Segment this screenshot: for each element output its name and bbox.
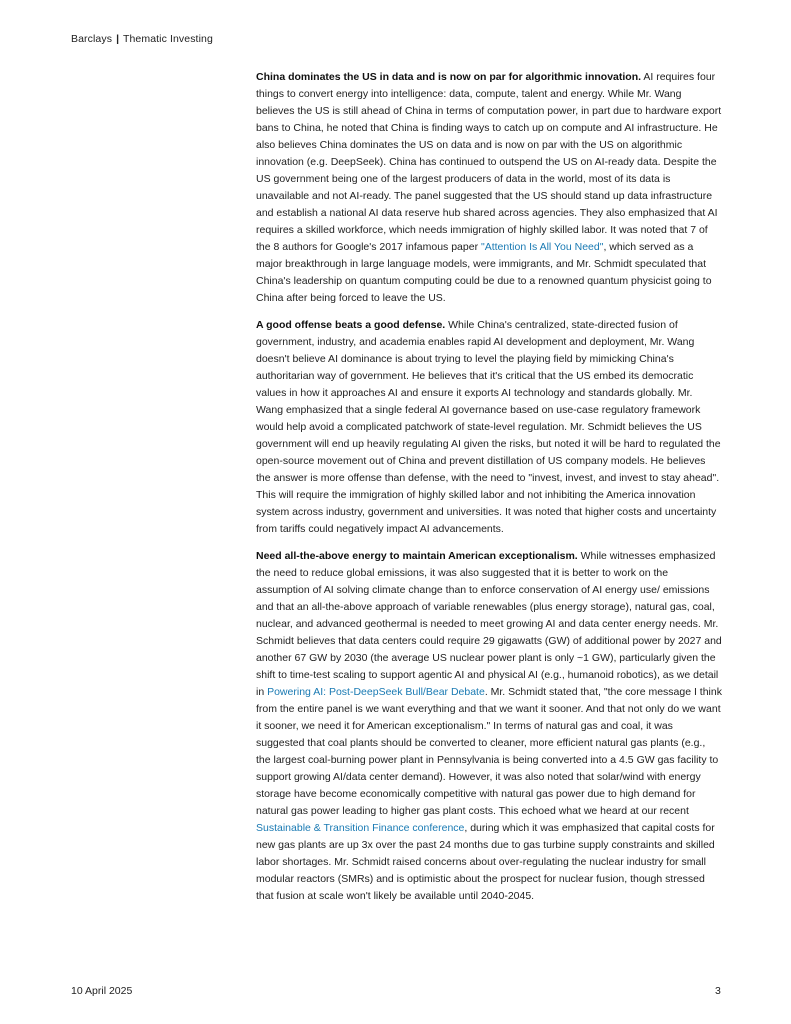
sustainable-finance-conference-link[interactable]: Sustainable & Transition Finance conference (256, 822, 465, 834)
footer-date: 10 April 2025 (71, 985, 133, 997)
paragraph-text: While China's centralized, state-directed fusion of government, industry, and academia enables rapid AI development and deployment, Mr. Wang doesn't believe AI dominance is about trying to level the playing field by mimicking China's authoritarian way of government. He believes that it's critical that the US embed its democratic values in how it approaches AI and ensure it exports AI technology and standards globally. Mr. Wang emphasized that a single federal AI governance based on use-case regulatory framework would help avoid a complicated patchwork of state-level regulation. Mr. Schmidt believes the US government will end up heavily regulating AI given the risks, but noted it will be hard to regulated the open-source movement out of China and prevent distillation of US company models. He believes the answer is more offense than defense, with the need to "invest, invest, and invest to stay ahead". This will require the immigration of highly skilled labor and not inhibiting the America innovation system across industry, government and universities. It was noted that higher costs and uncertainty from tariffs could negatively impact AI advancements. (256, 319, 721, 535)
paragraph-energy (256, 548, 722, 905)
paragraph-text: , which served as a major breakthrough in large language models, were immigrants, and Mr. Schmidt speculated that China's leadership on quantum computing could be due to a renowned quantum physicist going to China after being forced to leave the US. (256, 241, 712, 304)
brand-name: Barclays (71, 33, 113, 45)
page-number: 3 (715, 985, 721, 997)
header-separator: | (116, 33, 120, 45)
paragraph-china-data (256, 69, 722, 307)
paragraph-text: , during which it was emphasized that capital costs for new gas plants are up 3x over the past 24 months due to gas turbine supply constraints and skilled labor shortages. Mr. Schmidt raised concerns about over-regulating the nuclear industry for small modular reactors (SMRs) and is optimistic about the prospect for nuclear fusion, though stressed that fusion at scale won't likely be available until 2040-2045. (256, 822, 715, 902)
paragraph-heading: China dominates the US in data and is now on par for algorithmic innovation. (256, 71, 642, 83)
main-content (256, 69, 722, 915)
section-name: Thematic Investing (122, 33, 213, 45)
paragraph-text: AI requires four things to convert energy into intelligence: data, compute, talent and energy. While Mr. Wang believes the US is still ahead of China in terms of computation power, in part due to hardware export bans to China, he noted that China is finding ways to catch up on compute and AI infrastructure. He also believes China dominates the US on data and is now on par with the US on algorithmic innovation (e.g. DeepSeek). China has continued to outspend the US on AI-ready data. Despite the US government being one of the largest producers of data in the world, most of its data is unavailable and not AI-ready. The panel suggested that the US should stand up data infrastructure and establish a national AI data reserve hub shared across agencies. They also emphasized that AI requires a skilled workforce, which needs immigration of highly skilled labor. It was noted that 7 of the 8 authors for Google's 2017 infamous paper (256, 71, 722, 253)
paragraph-offense-defense (256, 317, 722, 538)
paragraph-text: . Mr. Schmidt stated that, "the core message I think from the entire panel is we want everything and that we want it sooner. And that not only do we want it sooner, we need it for American exceptionalism." In terms of natural gas and coal, it was suggested that coal plants should be converted to cleaner, more efficient natural gas plants (e.g., the largest coal-burning power plant in Pennsylvania is being converted into a 4.5 GW gas facility to support growing AI/data center demand). However, it was also noted that solar/wind with energy storage have become economically competitive with natural gas power due to high demand for natural gas power leading to higher gas plant costs. This echoed what we heard at our recent (256, 686, 722, 817)
paragraph-heading: A good offense beats a good defense. (256, 319, 446, 331)
attention-paper-link[interactable]: "Attention Is All You Need" (480, 241, 604, 253)
paragraph-text: While witnesses emphasized the need to reduce global emissions, it was also suggested that it is better to work on the assumption of AI solving climate change than to enforce conservation of AI energy use/ emissions and that an all-the-above approach of variable renewables (plus energy storage), natural gas, coal, nuclear, and advanced geothermal is needed to meet growing AI and data center energy needs. Mr. Schmidt believes that data centers could require 29 gigawatts (GW) of additional power by 2027 and another 67 GW by 2030 (the average US nuclear power plant is only ~1 GW), particularly given the shift to time-test scaling to support agentic AI and physical AI (e.g., humanoid robotics), as we detail in (256, 550, 722, 698)
page-header (71, 33, 213, 45)
powering-ai-report-link[interactable]: Powering AI: Post-DeepSeek Bull/Bear Debate (267, 686, 485, 698)
paragraph-heading: Need all-the-above energy to maintain American exceptionalism. (256, 550, 578, 562)
